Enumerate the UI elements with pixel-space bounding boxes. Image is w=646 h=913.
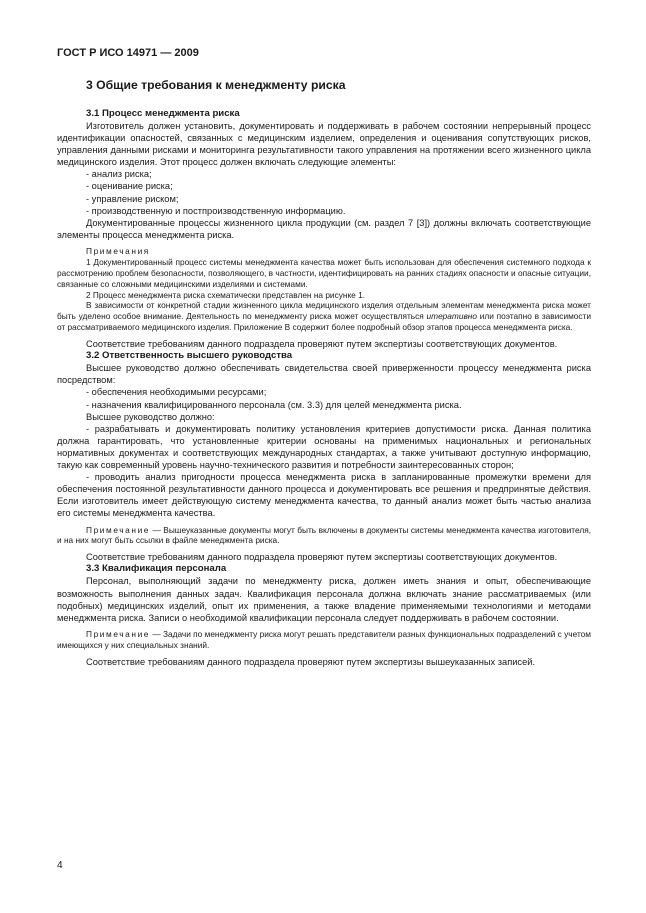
paragraph: Изготовитель должен установить, документировать и поддерживать в рабочем состоянии непрерывный процесс идентификации опасностей, связанных с медицинским изделием, определения и оценивания сопутствующих рисков, управления данными рисками и мониторинга результативности такого управления на протяжении всего жизненного цикла медицинского изделия. Этот процесс должен включать следующие элементы: bbox=[57, 121, 591, 168]
list-item: - обеспечения необходимыми ресурсами; bbox=[86, 387, 267, 398]
paragraph: Высшее руководство должно обеспечивать свидетельства своей приверженности процессу менеджмента риска посредством: bbox=[57, 363, 591, 386]
paragraph: Документированные процессы жизненного цикла продукции (см. раздел 7 [3]) должны включать соответствующие элементы процесса менеджмента риска. bbox=[57, 217, 591, 240]
paragraph: - разрабатывать и документировать политику установления критериев допустимости риска. Данная политика должна гарантировать, что установленные критерии основаны на применимых национальных и региональных нормативных документах и соответствующих международных стандартах, а также учитывают доступную информацию, такую как современный уровень научно-технического развития и потребности заинтересованных сторон; bbox=[57, 423, 591, 471]
note: Примечание — Задачи по менеджменту риска могут решать представители разных функциональных подразделений с учетом имеющихся у них специальных знаний. bbox=[57, 628, 591, 650]
subsection-3-1-heading: 3.1 Процесс менеджмента риска bbox=[86, 108, 240, 119]
paragraph: - проводить анализ пригодности процесса менеджмента риска в запланированные промежутки времени для обеспечения постоянной результативности данного процесса и документировать все решения и предпринятые действия. Если изготовитель имеет действующую систему менеджмента качества, то данный анализ может быть частью анализа его системы менеджмента качества. bbox=[57, 472, 591, 519]
list-item: - анализ риска; bbox=[86, 169, 152, 180]
page-content bbox=[57, 78, 591, 668]
list-item: - оценивание риска; bbox=[86, 181, 173, 192]
note: В зависимости от конкретной стадии жизненного цикла медицинского изделия отдельным элементам менеджмента риска может быть уделено особое внимание. Деятельность по менеджменту риска может осуществляться итеративно или поэтапно в зависимости от рассматриваемого медицинского изделия. Приложение В содержит более подробный обзор этапов процесса менеджмента риска. bbox=[57, 300, 591, 333]
list-item: - производственную и постпроизводственную информацию. bbox=[86, 205, 346, 216]
page-number: 4 bbox=[57, 860, 63, 871]
compliance-paragraph: Соответствие требованиям данного подраздела проверяют путем экспертизы вышеуказанных записей. bbox=[86, 656, 536, 667]
note: Примечание — Вышеуказанные документы могут быть включены в документы системы менеджмента качества изготовителя, и на них могут быть ссылки в файле менеджмента риска. bbox=[57, 524, 591, 546]
compliance-paragraph: Соответствие требованиям данного подраздела проверяют путем экспертизы соответствующих документов. bbox=[86, 552, 558, 563]
notes-label: Примечания bbox=[86, 245, 150, 256]
compliance-paragraph: Соответствие требованиям данного подраздела проверяют путем экспертизы соответствующих документов. bbox=[86, 339, 558, 350]
paragraph: Высшее руководство должно: bbox=[86, 411, 215, 422]
section-title: 3 Общие требования к менеджменту риска bbox=[86, 78, 346, 92]
standard-header: ГОСТ Р ИСО 14971 — 2009 bbox=[57, 47, 199, 59]
subsection-3-3-heading: 3.3 Квалификация персонала bbox=[86, 563, 227, 575]
note: 2 Процесс менеджмента риска схематически представлен на рисунке 1. bbox=[86, 289, 366, 300]
list-item: - управление риском; bbox=[86, 193, 179, 204]
note: 1 Документированный процесс системы менеджмента качества может быть использован для обеспечения системного подхода к рассмотрению проблем безопасности, позволяющего, в частности, идентифицировать на ранних стадиях опасности и опасные ситуации, связанные со сложными медицинскими изделиями и системами. bbox=[57, 256, 591, 289]
subsection-3-2-heading: 3.2 Ответственность высшего руководства bbox=[86, 350, 293, 362]
paragraph: Персонал, выполняющий задачи по менеджменту риска, должен иметь знания и опыт, обеспечивающие возможность выполнения данных задач. Квалификация персонала должна включать знание рассматриваемых (или подобных) медицинских изделий, опыт их применения, а также владение применяемыми технологиями и методами менеджмента риска. Записи о необходимой квалификации персонала следует поддерживать в рабочем состоянии. bbox=[57, 576, 591, 623]
list-item: - назначения квалифицированного персонала (см. 3.3) для целей менеджмента риска. bbox=[86, 399, 462, 410]
